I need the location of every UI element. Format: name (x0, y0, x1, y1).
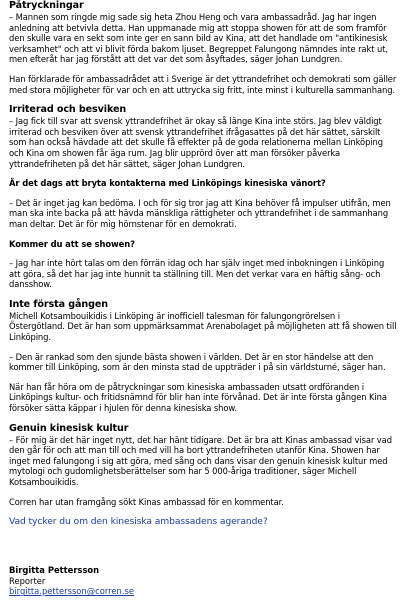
paragraph: – Det är inget jag kan bedöma. I och för sig tror jag att Kina behöver få impulser utifrån, men man ska inte backa på att hävda mänskliga rättigheter och yttrandefrihet i de sammanhang man deltar. Det är för mig hörnstenar för en demokrati. (9, 197, 391, 229)
section-question-showen (9, 239, 397, 290)
author-role: Reporter (9, 575, 46, 586)
section-heading: Genuin kinesisk kultur (9, 422, 129, 434)
section-patryckningar (9, 0, 397, 95)
interview-question: Är det dags att bryta kontakterna med Linköpings kinesiska vänort? (9, 178, 326, 189)
paragraph: Michell Kotsambouikidis i Linköping är inofficiell talesman för falungongrörelsen i Östergötland. Det är han som uppmärksammat Arenabolaget på möjligheten att få showen till Linköping. (9, 310, 397, 343)
section-heading: Inte första gången (9, 298, 109, 310)
paragraph: – Jag har inte hört talas om den förrän idag och har själv inget med inbokningen i Linköping att göra, så det har jag inte hunnit ta ställning till. Men det verkar vara en häftig sång- och dansshow. (9, 258, 385, 290)
author-name: Birgitta Pettersson (9, 565, 100, 575)
paragraph: Han förklarade för ambassadrådet att i Sverige är det yttrandefrihet och demokrati som gäller med stora möjligheter för var och en att uttrycka sig fritt, inte minst i kulturella sammanhang. (9, 73, 397, 95)
byline (9, 565, 397, 597)
section-irriterad (9, 104, 397, 169)
author-email-link[interactable]: birgitta.pettersson@corren.se (9, 586, 135, 597)
paragraph: – Jag fick till svar att svensk yttrandefrihet är okay så länge Kina inte störs. Jag blev väldigt irriterad och besviken över att svensk yttrandefrihet ifrågasattes på det här sättet, särskilt som han också hävdade att det skulle få effekter på de goda relationerna mellan Linköping och Kina om showen får äga rum. Jag blir upprörd över att man försöker påverka yttrandefriheten på det här sättet, säger Johan Lundgren. (9, 116, 383, 169)
interview-question: Kommer du att se showen? (9, 238, 135, 249)
paragraph: Corren har utan framgång sökt Kinas ambassad för en kommentar. (9, 496, 284, 507)
article-body (9, 0, 397, 528)
section-genuin (9, 423, 397, 508)
section-question-vanort (9, 178, 397, 229)
paragraph: – Mannen som ringde mig sade sig heta Zhou Heng och vara ambassadråd. Jag har ingen anledning att betvivla detta. Han uppmanade mig att stoppa showen för att de som framför den skulle vara en sekt som inte ger en sann bild av Kina, att det handlade om "antikinesisk verksamhet" och att vi blivit förda bakom ljuset. Begreppet Falungong nämndes inte rakt ut, men efteråt har jag förstått att det var det som åsyftades, säger Johan Lundgren. (9, 12, 388, 65)
paragraph: När han får höra om de påtryckningar som kinesiska ambassaden utsatt ordföranden i Linköpings kultur- och fritidsnämnd för blir han inte förvånad. Det är inte första gången Kina försöker sätta käppar i hjulen för denna kinesiska show. (9, 381, 387, 414)
paragraph: – För mig är det här inget nytt, det har hänt tidigare. Det är bra att Kinas ambassad visar vad den går för och att man till och med vill ha bort yttrandefriheten utanför Kina. Showen har inget med falungong i sig att göra, med sång och dans visar den genuin kinesisk kultur med mytologi och gudomlighetsberättelser som har 5 000-åriga traditioner, säger Michell Kotsambouikidis. (9, 434, 392, 487)
paragraph: – Den är rankad som den sjunde bästa showen i världen. Det är en stor händelse att den kommer till Linköping, som är den minsta stad de uppträder i på sin världsturné, säger han. (9, 351, 386, 373)
section-inte-forsta (9, 299, 397, 414)
section-heading: Irriterad och besviken (9, 104, 127, 116)
section-heading: Påtryckningar (9, 0, 84, 11)
feedback-link[interactable]: Vad tycker du om den kinesiska ambassadens agerande? (9, 516, 268, 528)
